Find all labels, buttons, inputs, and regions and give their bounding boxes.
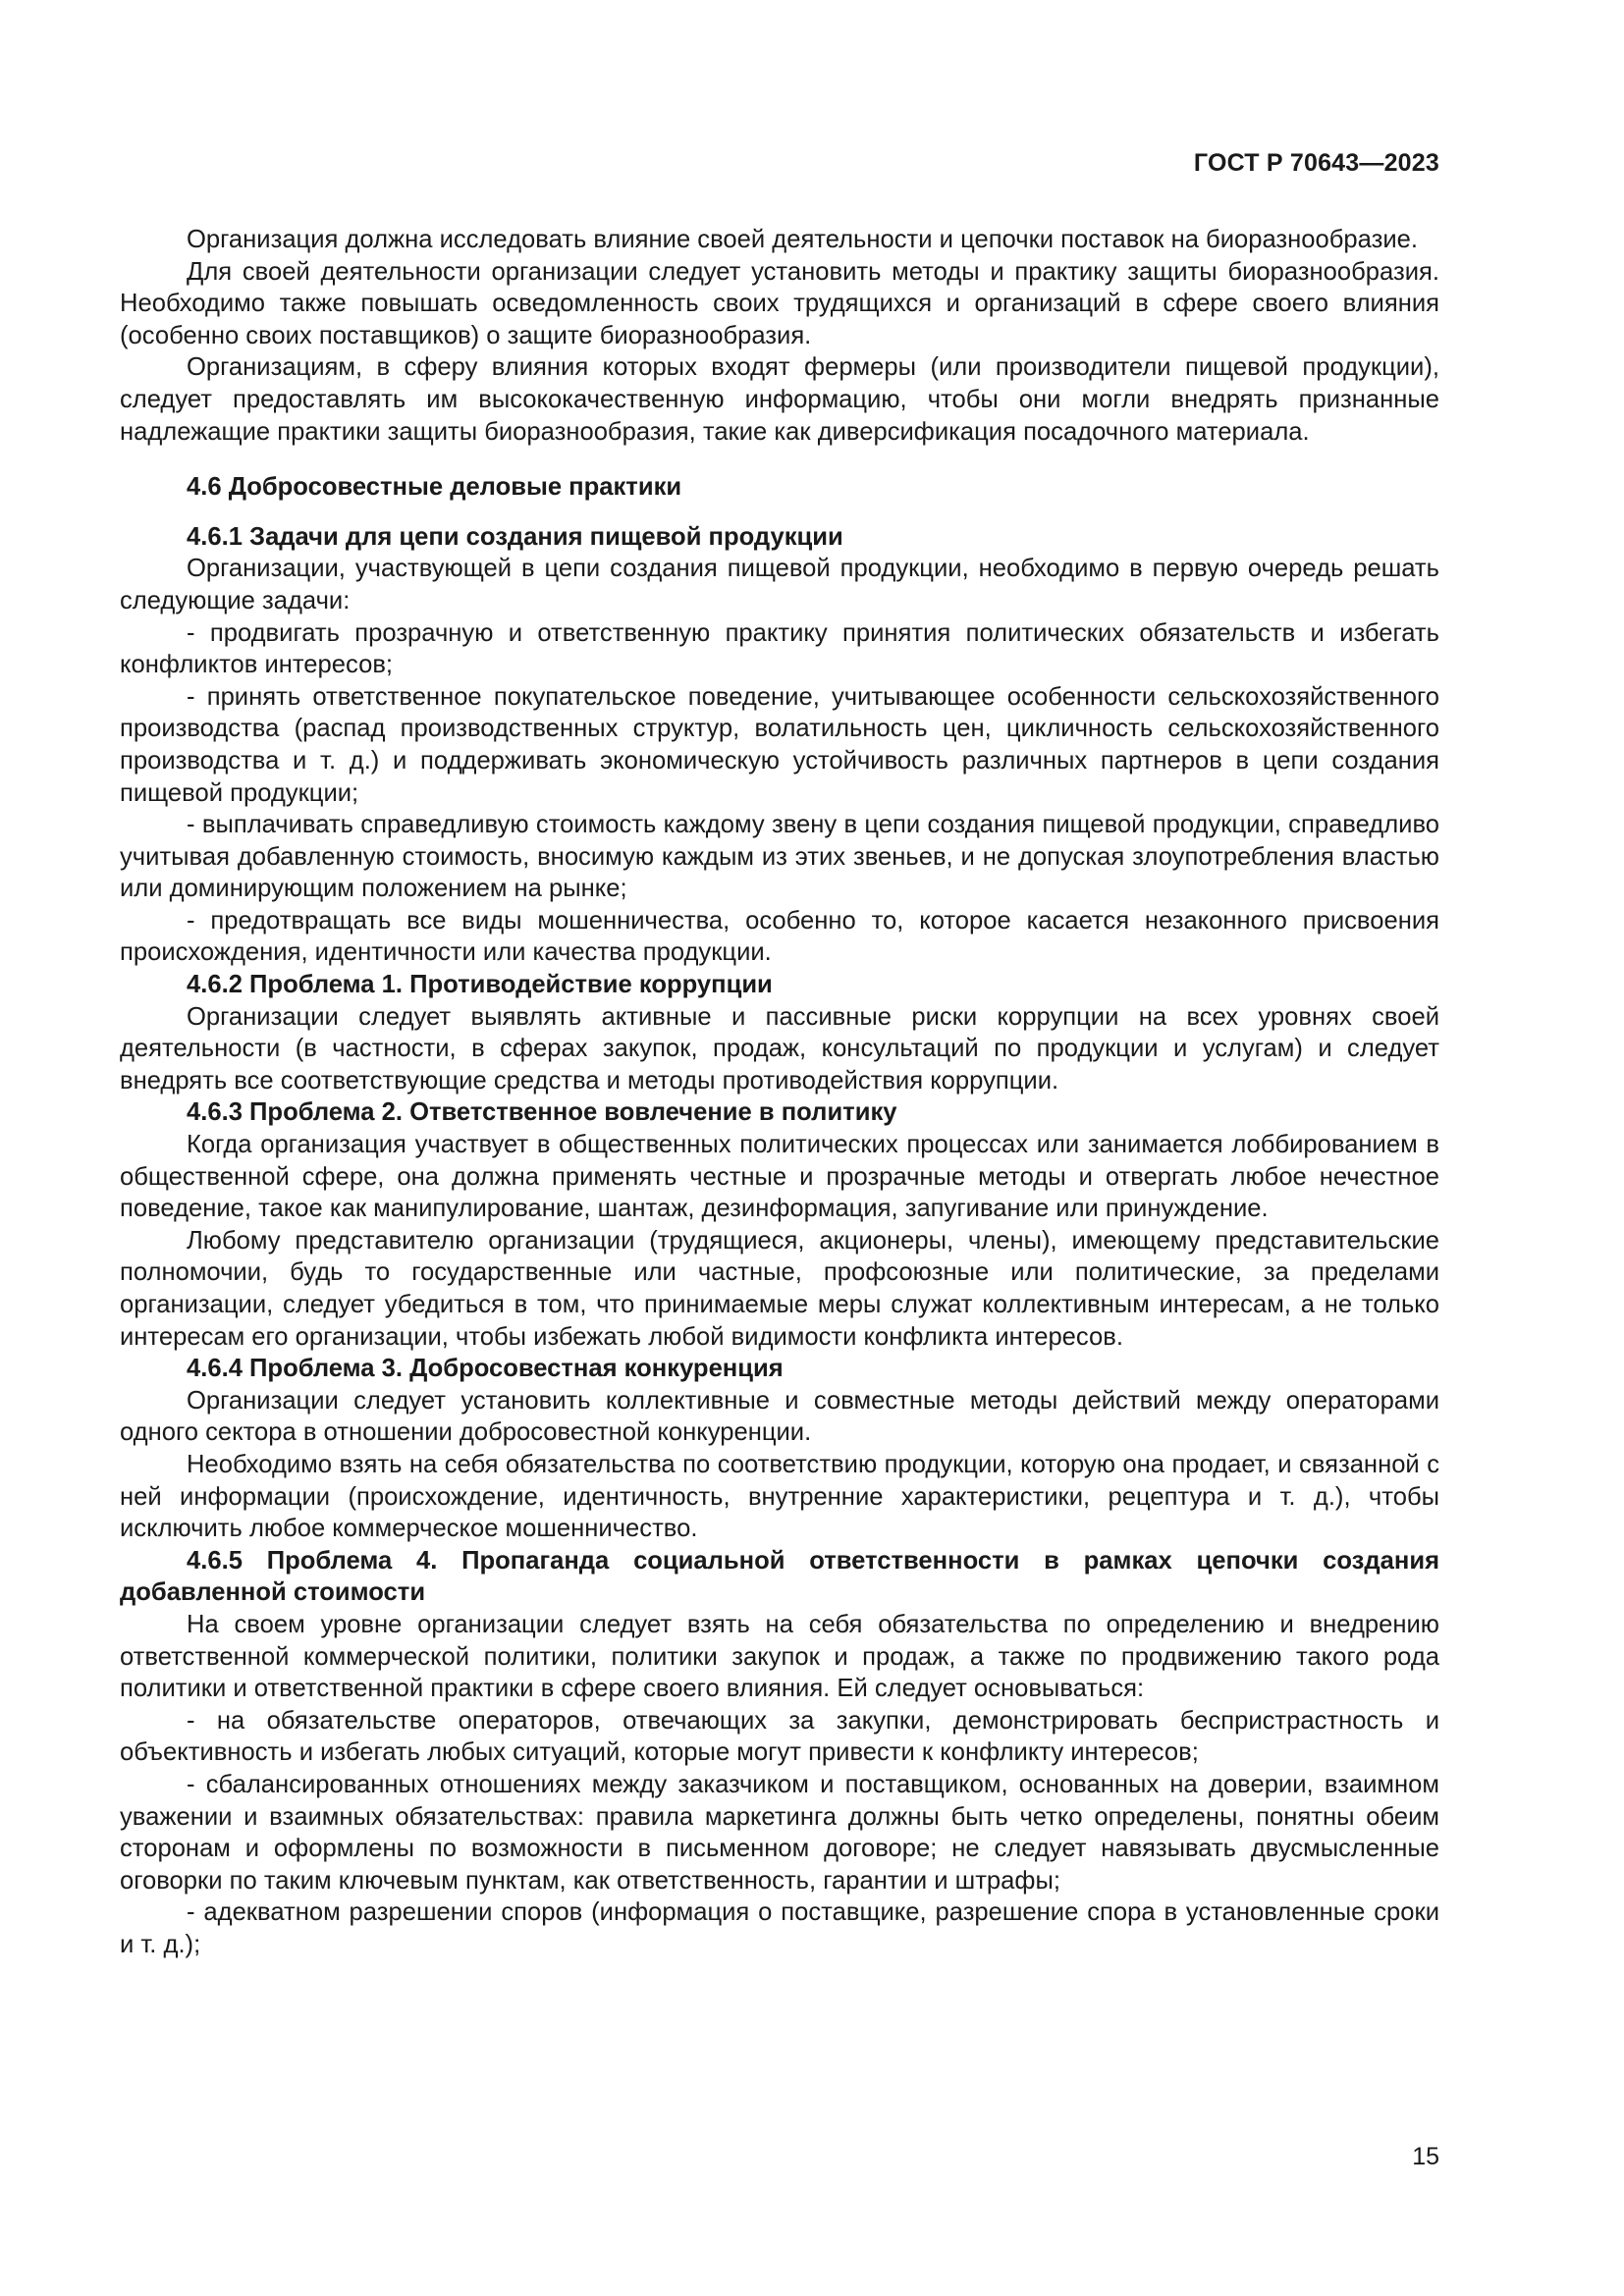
paragraph: Организации следует выявлять активные и пассивные риски коррупции на всех уровнях своей деятельности (в частности, в сферах закупок, продаж, консультаций по продукции и услугам) и следует внедрять все соответствующие средства и методы противодействия коррупции. <box>120 1002 1439 1095</box>
paragraph: На своем уровне организации следует взять на себя обязательства по определению и внедрению ответственной коммерческой политики, политики закупок и продаж, а также по продвижению такого рода политики и ответственной практики в сфере своего влияния. Ей следует основываться: <box>120 1610 1439 1703</box>
subsection-heading: 4.6.5 Проблема 4. Пропаганда социальной ответственности в рамках цепочки создания добавленной стоимости <box>120 1546 1439 1607</box>
paragraph: Когда организация участвует в общественных политических процессах или занимается лоббированием в общественной сфере, она должна применять честные и прозрачные методы и отвергать любое нечестное поведение, такое как манипулирование, шантаж, дезинформация, запугивание или принуждение. <box>120 1131 1439 1223</box>
section-heading: 4.6 Добросовестные деловые практики <box>187 473 682 502</box>
subsection-heading: 4.6.4 Проблема 3. Добросовестная конкуренция <box>187 1355 784 1383</box>
list-item: - продвигать прозрачную и ответственную практику принятия политических обязательств и избегать конфликтов интересов; <box>120 618 1439 679</box>
subsection-heading: 4.6.3 Проблема 2. Ответственное вовлечение в политику <box>187 1098 897 1127</box>
list-item: - предотвращать все виды мошенничества, особенно то, которое касается незаконного присвоения происхождения, идентичности или качества продукции. <box>120 906 1439 967</box>
document-code-header: ГОСТ Р 70643—2023 <box>1193 149 1439 177</box>
list-item: - адекватном разрешении споров (информация о поставщике, разрешение спора в установленные сроки и т. д.); <box>120 1898 1439 1958</box>
paragraph: Необходимо взять на себя обязательства по соответствию продукции, которую она продает, и связанной с ней информации (происхождение, идентичность, внутренние характеристики, рецептура и т. д.), чтобы исключить любое коммерческое мошенничество. <box>120 1450 1439 1543</box>
list-item: - выплачивать справедливую стоимость каждому звену в цепи создания пищевой продукции, справедливо учитывая добавленную стоимость, вносимую каждым из этих звеньев, и не допуская злоупотребления властью или доминирующим положением на рынке; <box>120 811 1439 903</box>
list-item: - принять ответственное покупательское поведение, учитывающее особенности сельскохозяйственного производства (распад производственных структур, волатильность цен, цикличность сельскохозяйственного производства и т. д.) и поддерживать экономическую устойчивость различных партнеров в цепи создания пищевой продукции; <box>120 682 1439 807</box>
document-body <box>120 224 1439 1960</box>
paragraph: Организация должна исследовать влияние своей деятельности и цепочки поставок на биоразнообразие. <box>187 226 1418 253</box>
list-item: - сбалансированных отношениях между заказчиком и поставщиком, основанных на доверии, взаимном уважении и взаимных обязательствах: правила маркетинга должны быть четко определены, понятны обеим сторонам и оформлены по возможности в письменном договоре; не следует навязывать двусмысленные оговорки по таким ключевым пунктам, как ответственность, гарантии и штрафы; <box>120 1770 1439 1895</box>
subsection-heading: 4.6.1 Задачи для цепи создания пищевой продукции <box>187 522 843 551</box>
list-item: - на обязательстве операторов, отвечающих за закупки, демонстрировать беспристрастность и объективность и избегать любых ситуаций, которые могут привести к конфликту интересов; <box>120 1706 1439 1767</box>
paragraph: Организации следует установить коллективные и совместные методы действий между операторами одного сектора в отношении добросовестной конкуренции. <box>120 1386 1439 1447</box>
paragraph: Организациям, в сферу влияния которых входят фермеры (или производители пищевой продукции), следует предоставлять им высококачественную информацию, чтобы они могли внедрять признанные надлежащие практики защиты биоразнообразия, такие как диверсификация посадочного материала. <box>120 353 1439 446</box>
subsection-heading: 4.6.2 Проблема 1. Противодействие коррупции <box>187 971 773 999</box>
page-number: 15 <box>1412 2143 1439 2170</box>
paragraph: Организации, участвующей в цепи создания пищевой продукции, необходимо в первую очередь решать следующие задачи: <box>120 555 1439 614</box>
paragraph: Для своей деятельности организации следует установить методы и практику защиты биоразнообразия. Необходимо также повышать осведомленность своих трудящихся и организаций в сфере своего влияния (особенно своих поставщиков) о защите биоразнообразия. <box>120 257 1439 349</box>
paragraph: Любому представителю организации (трудящиеся, акционеры, члены), имеющему представительские полномочии, будь то государственные или частные, профсоюзные или политические, за пределами организации, следует убедиться в том, что принимаемые меры служат коллективным интересам, а не только интересам его организации, чтобы избежать любой видимости конфликта интересов. <box>120 1226 1439 1351</box>
